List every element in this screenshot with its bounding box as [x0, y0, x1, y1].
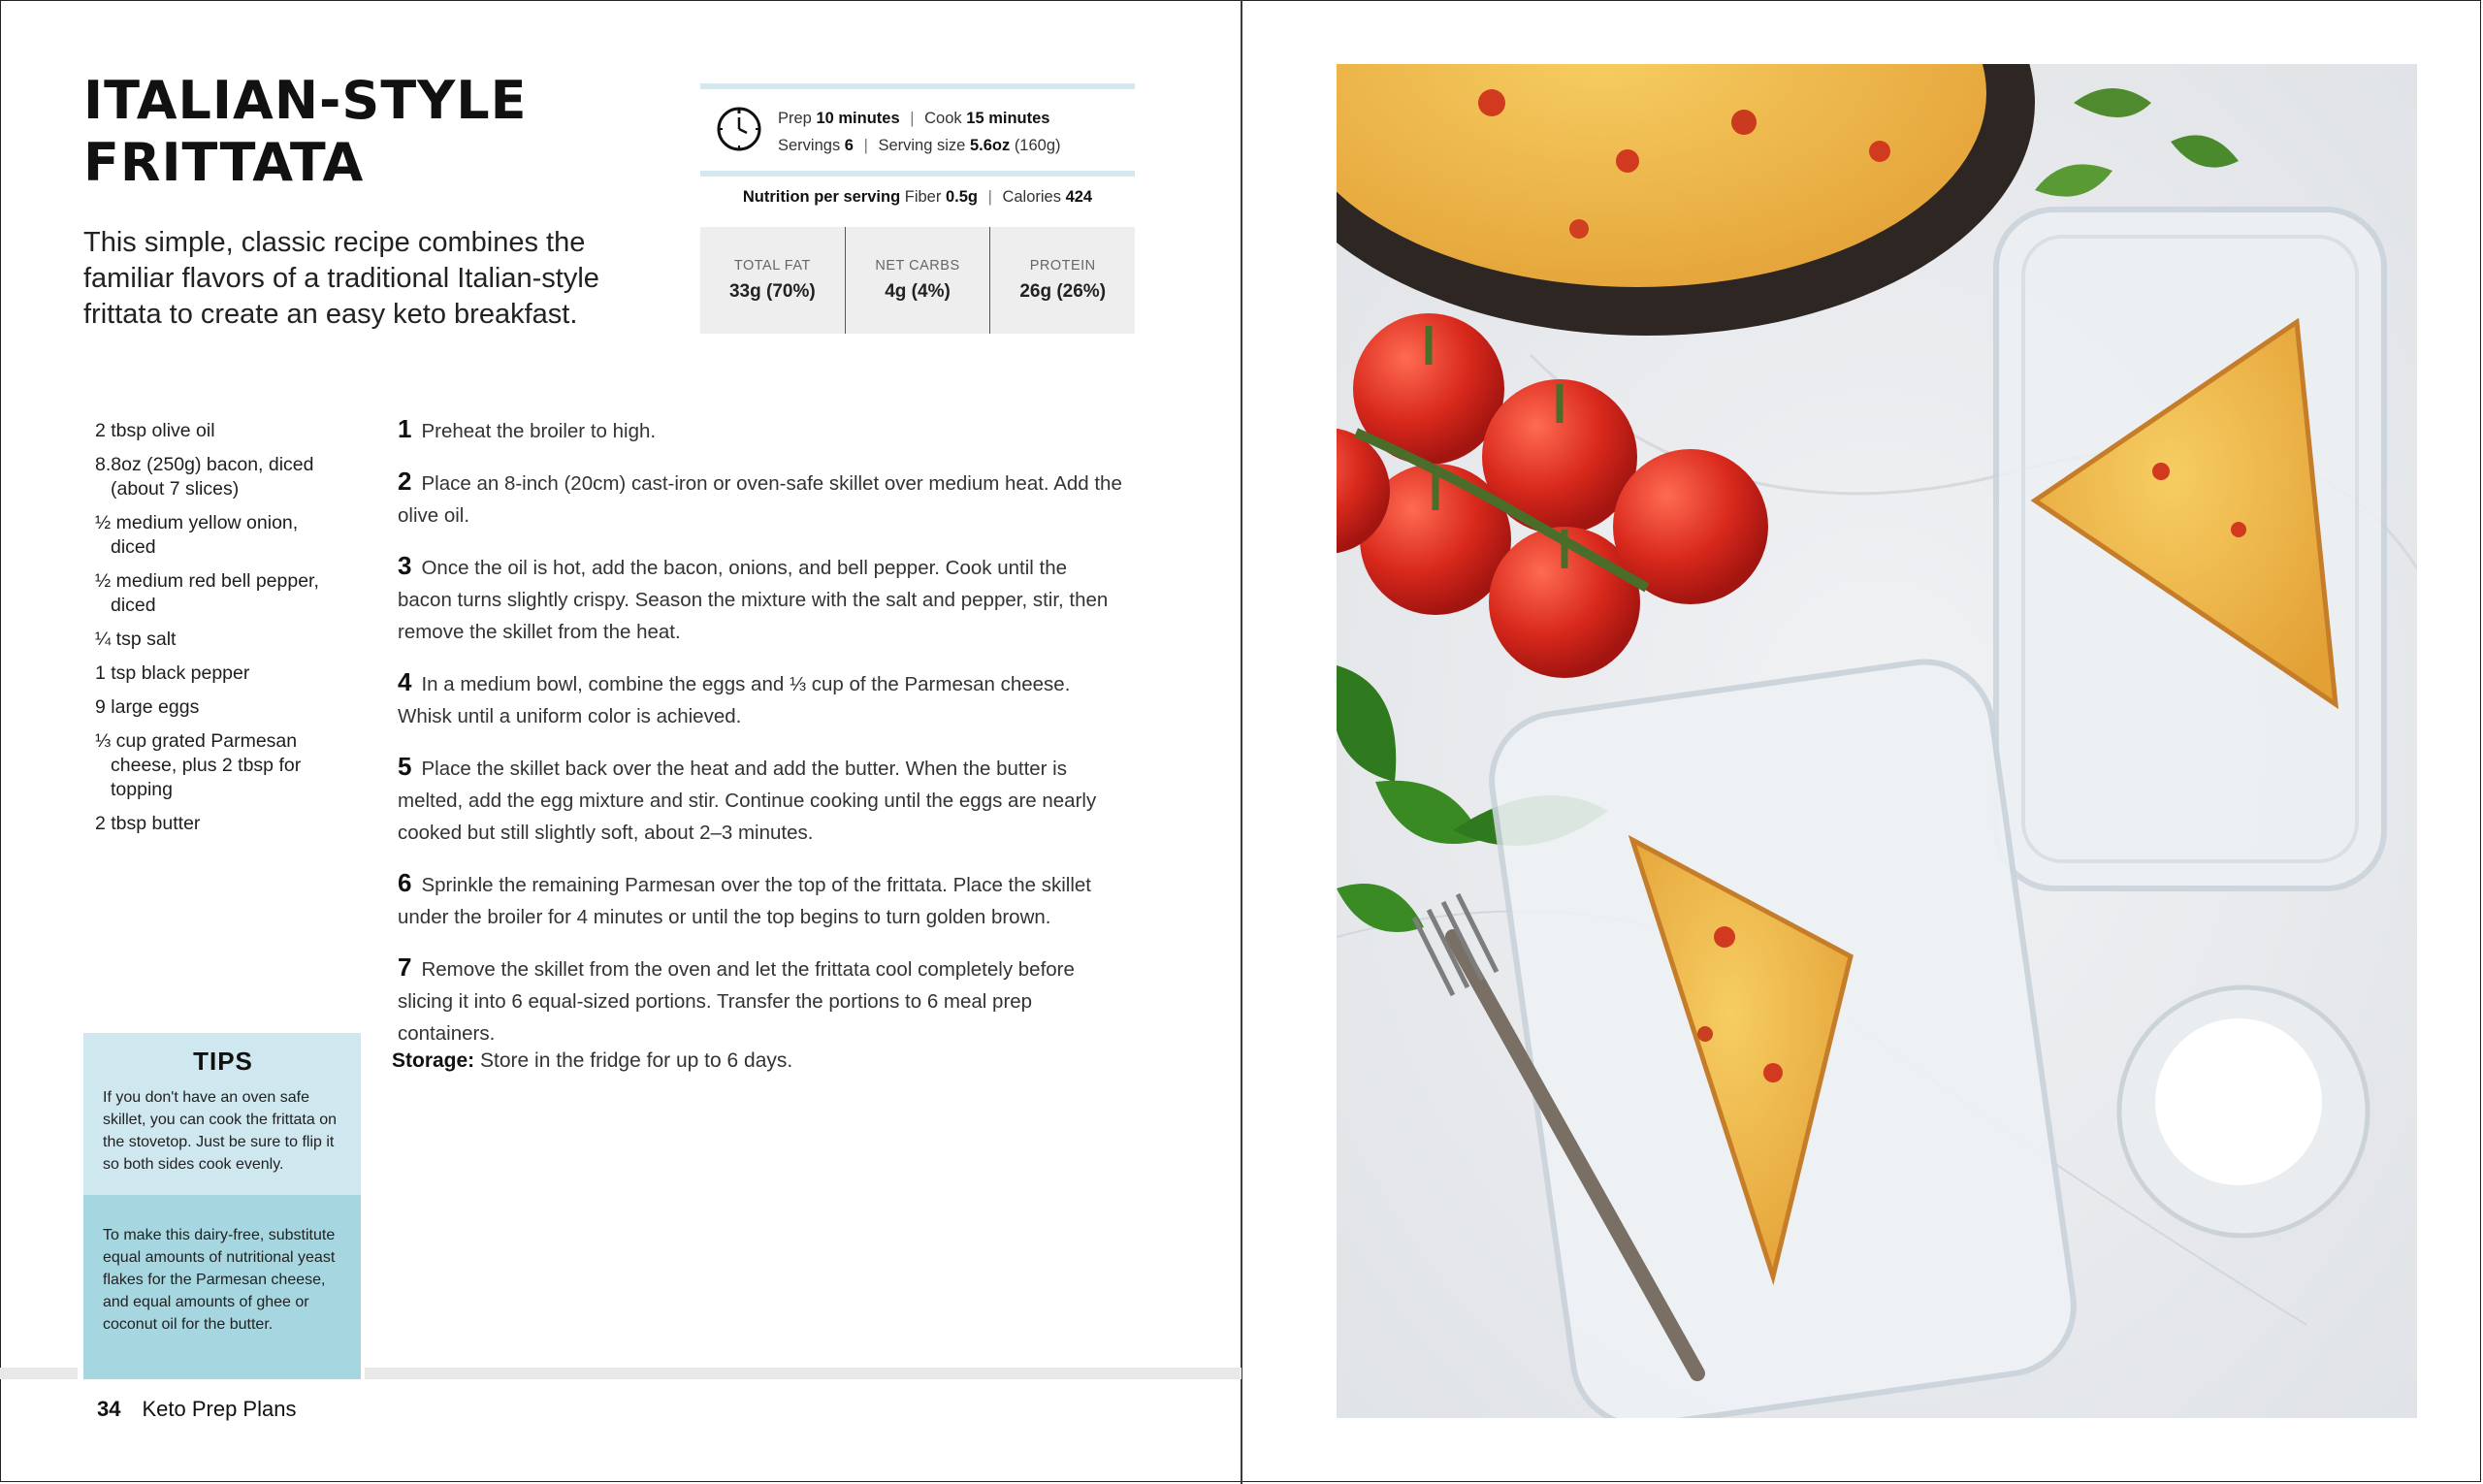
ingredient-item: 9 large eggs [95, 696, 200, 718]
macro-protein [989, 227, 1135, 334]
ingredients-list [95, 419, 347, 846]
clock-icon [714, 103, 764, 153]
ingredient-item: ½ medium yellow onion, diced [95, 512, 299, 558]
pepper-piece [1478, 89, 1505, 116]
method-step [398, 466, 1125, 532]
step-number: 4 [398, 667, 412, 696]
step-number: 5 [398, 752, 412, 781]
method-step [398, 666, 1125, 732]
servings-line [778, 132, 1061, 159]
recipe-info-card [700, 83, 1135, 334]
method-step [398, 952, 1125, 1049]
pepper-piece [1763, 1063, 1783, 1082]
step-text: Preheat the broiler to high. [421, 420, 657, 442]
page-number: 34 [97, 1397, 121, 1421]
ingredient-item: ⅓ cup grated Parmesan cheese, plus 2 tbsp for topping [95, 730, 302, 800]
tips-title: TIPS [193, 1047, 253, 1076]
time-line [778, 105, 1061, 132]
tip-text: To make this dairy-free, substitute equal amounts of nutritional yeast flakes for the Parmesan cheese, and equal amounts of ghee or coconut oil for the butter. [103, 1227, 336, 1333]
step-number: 7 [398, 952, 412, 982]
storage-note [392, 1049, 792, 1073]
macros-panel [700, 227, 1135, 334]
nutrition-line [700, 188, 1135, 207]
pepper-piece [2152, 463, 2170, 480]
step-number: 1 [398, 414, 412, 443]
step-text: In a medium bowl, combine the eggs and ⅓ cup of the Parmesan cheese. Whisk until a uniform color is achieved. [398, 673, 1071, 727]
tips-box [83, 1033, 361, 1379]
step-text: Once the oil is hot, add the bacon, onions, and bell pepper. Cook until the bacon turns slightly crispy. Season the mixture with the salt and pepper, stir, then remove the skillet from the heat. [398, 557, 1109, 643]
ingredient-item: ¼ tsp salt [95, 629, 177, 650]
pepper-piece [1714, 926, 1735, 948]
fiber-label: Fiber [904, 188, 942, 206]
macro-total-fat [700, 227, 845, 334]
pepper-piece [2231, 522, 2246, 537]
tips-bottom-panel [83, 1195, 361, 1379]
storage-text: Store in the fridge for up to 6 days. [474, 1049, 793, 1072]
fiber-value: 0.5g [945, 188, 978, 206]
step-number: 3 [398, 551, 412, 580]
step-text: Place the skillet back over the heat and add the butter. When the butter is melted, add the egg mixture and stir. Continue cooking until the eggs are nearly cooked but still slightly soft, about 2–3 minutes. [398, 758, 1097, 844]
card-top-rule [700, 83, 1135, 89]
ingredient-item: 1 tsp black pepper [95, 662, 250, 684]
nutrition-label: Nutrition per serving [742, 188, 901, 206]
prep-label: Prep [778, 110, 812, 127]
tips-top-panel [83, 1033, 361, 1195]
serving-size-alt: (160g) [1014, 137, 1061, 154]
pepper-piece [1616, 149, 1639, 173]
time-servings-meta [778, 105, 1061, 159]
step-text: Place an 8-inch (20cm) cast-iron or oven-safe skillet over medium heat. Add the olive oil. [398, 472, 1122, 527]
ingredient-item: ½ medium red bell pepper, diced [95, 570, 319, 616]
footer-rule [365, 1368, 1242, 1379]
method-step [398, 550, 1125, 648]
macro-value: 4g (4%) [885, 281, 951, 302]
pepper-piece [1569, 219, 1589, 239]
method-step [398, 751, 1125, 849]
macro-value: 26g (26%) [1019, 281, 1107, 302]
book-title: Keto Prep Plans [142, 1397, 297, 1421]
recipe-title-line2: FRITTATA [83, 132, 365, 193]
method-steps [398, 413, 1125, 1068]
page-gutter [1241, 0, 1242, 1484]
ingredient-item: 2 tbsp olive oil [95, 420, 215, 441]
macro-label: TOTAL FAT [733, 258, 811, 274]
macro-net-carbs [845, 227, 990, 334]
footer-rule [0, 1368, 78, 1379]
recipe-intro: This simple, classic recipe combines the familiar flavors of a traditional Italian-style frittata to create an easy keto breakfast. [83, 227, 599, 330]
recipe-title [83, 70, 528, 194]
method-step [398, 413, 1125, 447]
pepper-piece [1731, 110, 1757, 135]
macro-label: NET CARBS [875, 258, 960, 274]
step-number: 6 [398, 868, 412, 897]
serving-size-label: Serving size [878, 137, 966, 154]
calories-label: Calories [1002, 188, 1061, 206]
separator: | [987, 188, 992, 206]
recipe-title-line1: ITALIAN-STYLE [83, 70, 528, 131]
page-folio [97, 1397, 296, 1422]
salt [2155, 1018, 2322, 1185]
pepper-piece [1869, 141, 1890, 162]
storage-label: Storage: [392, 1049, 475, 1072]
frittata-photo-illustration [1337, 64, 2417, 1418]
pepper-piece [1697, 1026, 1713, 1042]
card-mid-rule [700, 171, 1135, 177]
servings-label: Servings [778, 137, 841, 154]
step-text: Remove the skillet from the oven and let the frittata cool completely before slicing it into 6 equal-sized portions. Transfer the portions to 6 meal prep containers. [398, 958, 1075, 1045]
servings-value: 6 [844, 137, 854, 154]
prep-value: 10 minutes [816, 110, 900, 127]
ingredient-item: 2 tbsp butter [95, 813, 201, 834]
cook-label: Cook [924, 110, 962, 127]
separator: | [910, 110, 915, 127]
method-step [398, 867, 1125, 933]
ingredient-item: 8.8oz (250g) bacon, diced (about 7 slices) [95, 454, 314, 500]
frittata-photo [1337, 64, 2417, 1418]
macro-value: 33g (70%) [728, 281, 816, 302]
step-number: 2 [398, 467, 412, 496]
cook-value: 15 minutes [966, 110, 1050, 127]
macro-label: PROTEIN [1029, 258, 1096, 274]
tip-text: If you don't have an oven safe skillet, you can cook the frittata on the stovetop. Just be sure to flip it so both sides cook evenly. [103, 1089, 338, 1173]
separator: | [863, 137, 868, 154]
step-text: Sprinkle the remaining Parmesan over the top of the frittata. Place the skillet under the broiler for 4 minutes or until the top begins to turn golden brown. [398, 874, 1091, 928]
serving-size-value: 5.6oz [969, 137, 1011, 154]
calories-value: 424 [1065, 188, 1093, 206]
